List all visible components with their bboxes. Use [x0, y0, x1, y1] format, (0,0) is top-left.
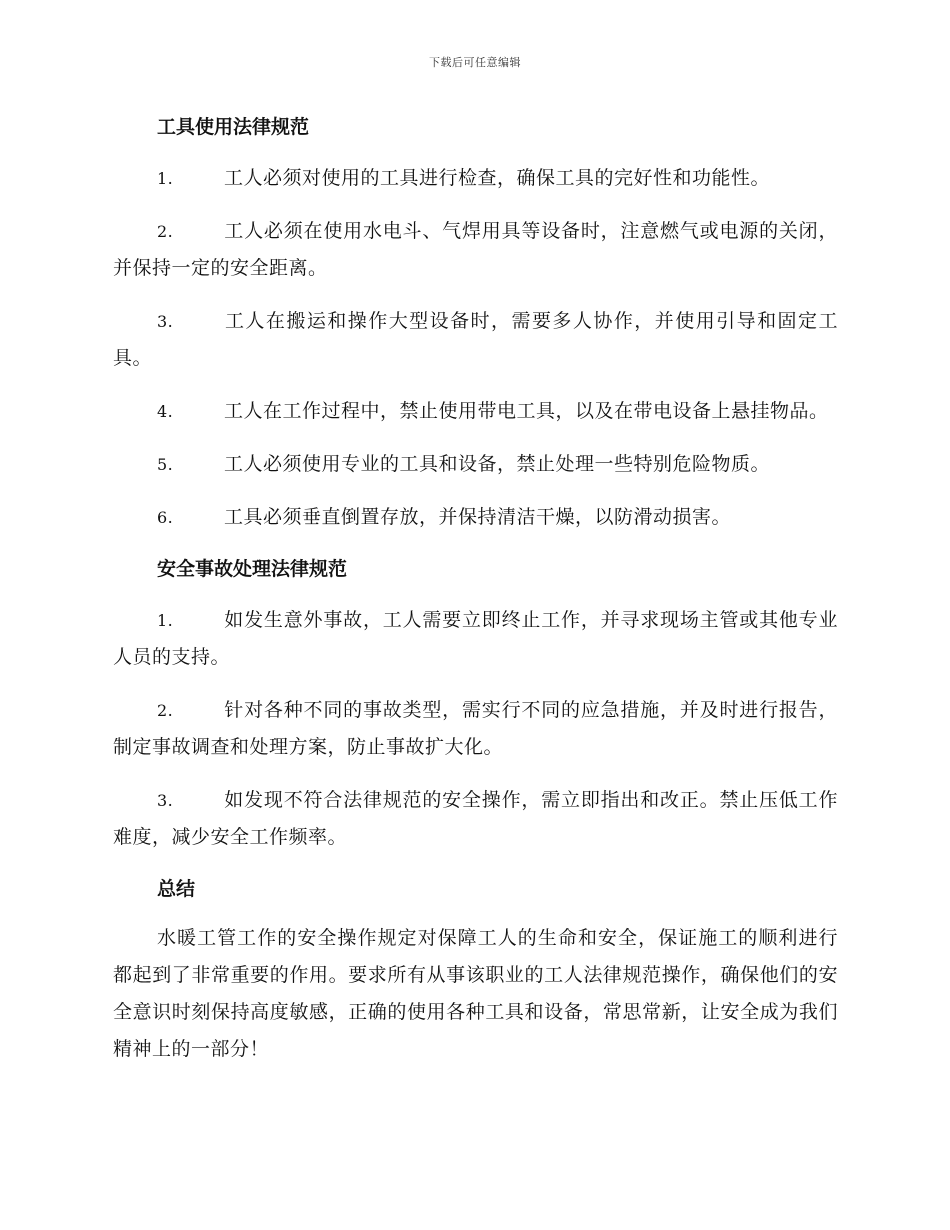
item-number: 2. [157, 222, 174, 241]
section-summary [113, 870, 838, 1068]
section-title: 安全事故处理法律规范 [157, 558, 348, 580]
item-number: 3. [157, 312, 174, 331]
item-number: 6. [157, 508, 174, 527]
list-item [113, 446, 838, 483]
section-title: 工具使用法律规范 [157, 116, 310, 138]
list-item [113, 160, 838, 197]
item-text: 针对各种不同的事故类型，需实行不同的应急措施，并及时进行报告，制定事故调查和处理方案，防止事故扩大化。 [113, 699, 838, 758]
list-item [113, 213, 838, 287]
item-number: 3. [157, 791, 174, 810]
item-text: 如发生意外事故，工人需要立即终止工作，并寻求现场主管或其他专业人员的支持。 [113, 609, 838, 668]
list-item [113, 393, 838, 430]
item-text: 工人必须使用专业的工具和设备，禁止处理一些特别危险物质。 [224, 453, 771, 475]
item-number: 4. [157, 402, 174, 421]
item-number: 5. [157, 455, 174, 474]
item-text: 如发现不符合法律规范的安全操作，需立即指出和改正。禁止压低工作难度，减少安全工作频率。 [113, 789, 838, 848]
item-text: 工人在搬运和操作大型设备时，需要多人协作，并使用引导和固定工具。 [113, 310, 838, 369]
page-header: 下载后可任意编辑 [429, 56, 521, 69]
list-item [113, 499, 838, 536]
item-text: 工人必须对使用的工具进行检查，确保工具的完好性和功能性。 [224, 167, 771, 189]
item-text: 工人必须在使用水电斗、气焊用具等设备时，注意燃气或电源的关闭，并保持一定的安全距离。 [113, 220, 838, 279]
item-text: 工具必须垂直倒置存放，并保持清洁干燥，以防滑动损害。 [224, 506, 732, 528]
section-accident-handling [113, 550, 838, 856]
section-title: 总结 [157, 878, 196, 900]
list-item [113, 303, 838, 377]
list-item [113, 782, 838, 856]
item-number: 2. [157, 701, 174, 720]
list-item [113, 692, 838, 766]
list-item [113, 602, 838, 676]
section-tool-usage [113, 108, 838, 536]
item-number: 1. [157, 169, 174, 188]
document-body [113, 108, 838, 1068]
item-number: 1. [157, 611, 174, 630]
item-text: 工人在工作过程中，禁止使用带电工具，以及在带电设备上悬挂物品。 [224, 400, 829, 422]
summary-paragraph: 水暖工管工作的安全操作规定对保障工人的生命和安全，保证施工的顺利进行都起到了非常重要的作用。要求所有从事该职业的工人法律规范操作，确保他们的安全意识时刻保持高度敏感，正确的使用各种工具和设备，常思常新，让安全成为我们精神上的一部分！ [113, 927, 838, 1060]
